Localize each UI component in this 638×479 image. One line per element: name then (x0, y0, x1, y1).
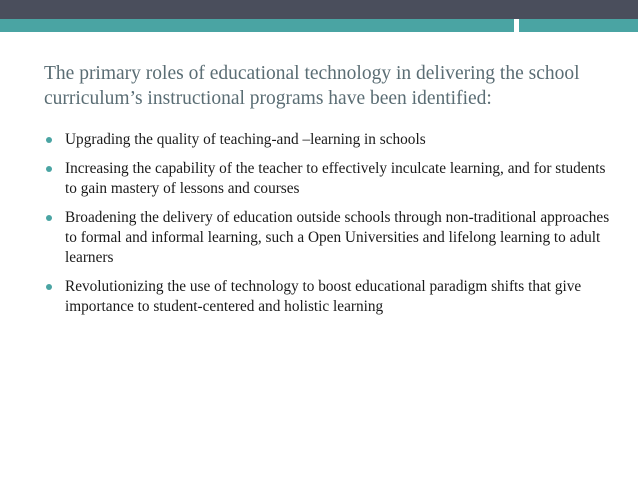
bullet-item (44, 159, 614, 199)
bullet-text: Broadening the delivery of education outside schools through non-traditional approaches to formal and informal learning, such a Open Universities and lifelong learning to adult learners (65, 209, 610, 266)
bullet-item (44, 130, 614, 150)
bullet-item (44, 208, 614, 268)
header-band (0, 0, 638, 19)
bullet-text: Upgrading the quality of teaching-and –learning in schools (65, 131, 426, 148)
accent-stripe-right (519, 19, 638, 32)
bullet-dot-icon (46, 137, 52, 143)
slide-title: The primary roles of educational technology in delivering the school curriculum’s instructional programs have been identified: (44, 63, 580, 109)
bullet-dot-icon (46, 284, 52, 290)
bullet-item (44, 277, 614, 317)
bullet-text: Increasing the capability of the teacher to effectively inculcate learning, and for students to gain mastery of lessons and courses (65, 160, 606, 197)
bullet-dot-icon (46, 166, 52, 172)
bullet-list (44, 130, 614, 317)
bullet-text: Revolutionizing the use of technology to boost educational paradigm shifts that give importance to student-centered and holistic learning (65, 278, 582, 315)
bullet-dot-icon (46, 215, 52, 221)
accent-stripe-left (0, 19, 514, 32)
